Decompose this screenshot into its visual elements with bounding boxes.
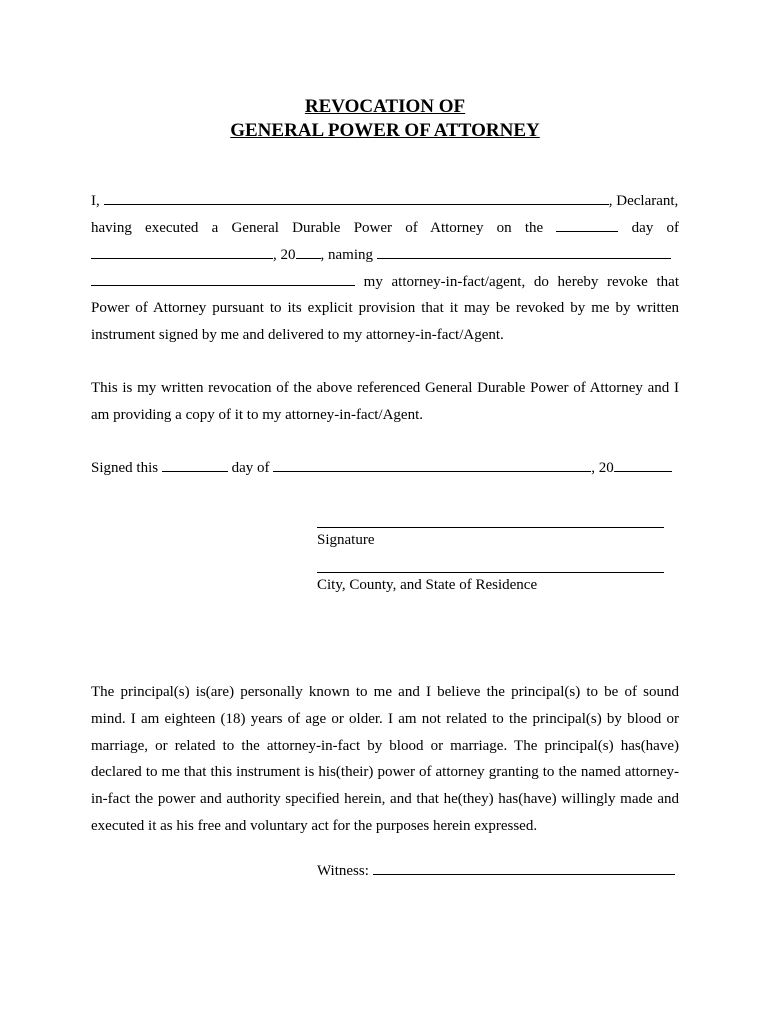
document-title-line-2: GENERAL POWER OF ATTORNEY (230, 120, 540, 141)
execution-month-field[interactable] (91, 245, 273, 259)
attorney-line: my attorney-in-fact/agent, do hereby revoke that (91, 272, 679, 292)
para2-line-2: am providing a copy of it to my attorney-in-fact/Agent. (91, 407, 423, 423)
execution-year-field[interactable] (296, 245, 321, 259)
date-naming-line: , 20 , naming (91, 245, 679, 265)
witness-para-line-3: marriage, or related to the attorney-in-fact by blood or marriage. The principal(s) has(have) (91, 738, 679, 754)
document-title-line-1: REVOCATION OF (304, 96, 466, 117)
signature-label: Signature (317, 532, 375, 548)
declarant-name-field[interactable] (104, 191, 609, 205)
signature-line[interactable] (317, 527, 664, 528)
residence-label: City, County, and State of Residence (317, 577, 538, 593)
signed-year-field[interactable] (614, 458, 672, 472)
witness-signature-field[interactable] (373, 861, 675, 875)
witness-para-line-6: executed it as his free and voluntary act for the purposes herein expressed. (91, 818, 538, 834)
witness-line: Witness: (317, 861, 679, 881)
witness-para-line-4: declared to me that this instrument is his(their) power of attorney granting to the named attorney- (91, 764, 679, 780)
executed-line: having executed a General Durable Power of Attorney on the day of (91, 220, 680, 236)
witness-para-line-1: The principal(s) is(are) personally known to me and I believe the principal(s) to be of sound (91, 684, 679, 700)
declarant-line: I, , Declarant, (91, 193, 679, 209)
signed-month-field[interactable] (273, 458, 591, 472)
witness-para-line-5: in-fact the power and authority specified herein, and that he(they) has(have) willingly made and (91, 791, 679, 807)
signed-date-line: Signed this day of , 20 (91, 458, 679, 478)
para1-line-5: Power of Attorney pursuant to its explicit provision that it may be revoked by me by written (91, 300, 679, 316)
para1-line-6: instrument signed by me and delivered to my attorney-in-fact/Agent. (91, 327, 504, 343)
para2-line-1: This is my written revocation of the above referenced General Durable Power of Attorney and I (91, 380, 679, 396)
attorney-name-field[interactable] (377, 245, 671, 259)
residence-line[interactable] (317, 572, 664, 573)
attorney-name-continued-field[interactable] (91, 272, 355, 286)
signed-day-field[interactable] (162, 458, 228, 472)
witness-para-line-2: mind. I am eighteen (18) years of age or older. I am not related to the principal(s) by blood or (91, 711, 679, 727)
execution-day-field[interactable] (556, 218, 618, 232)
